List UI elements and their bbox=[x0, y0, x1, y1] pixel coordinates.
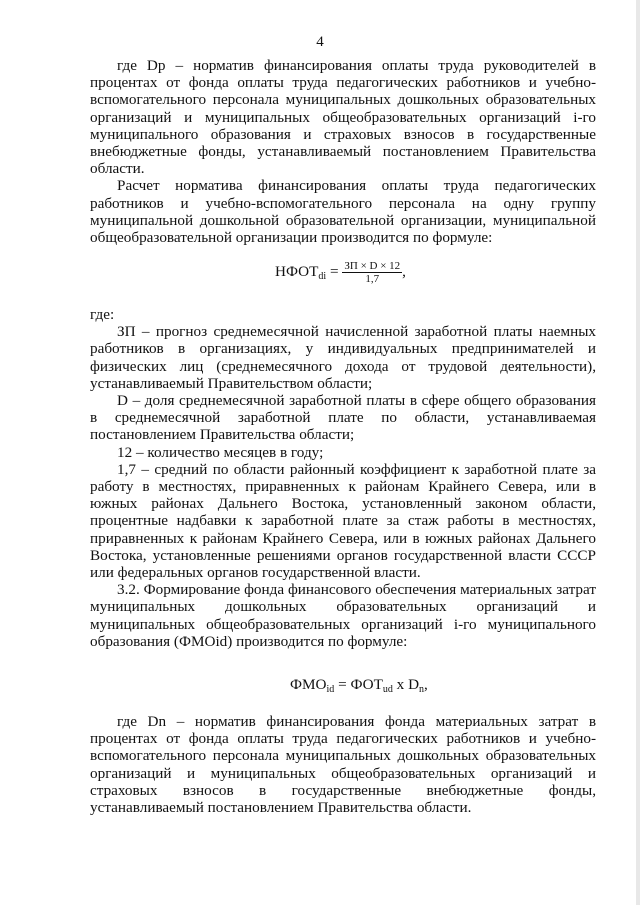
paragraph-3-2: 3.2. Формирование фонда финансового обеспечения материальных затрат муниципальных дошкольных образовательных организаций и муниципальных общеобразовательных организаций i-го муниципального образования (ФМОid) производится по формуле: bbox=[90, 581, 596, 650]
scan-edge bbox=[636, 0, 640, 905]
formula-fmo-rhs: D bbox=[408, 676, 420, 693]
definition-d: D – доля среднемесячной заработной платы в сфере общего образования в среднемесячной заработной плате по области, устанавливаемая постановлением Правительства области; bbox=[90, 392, 596, 444]
formula-fmo-mid-sub: ud bbox=[382, 684, 393, 695]
definition-1-7: 1,7 – средний по области районный коэффициент к заработной плате за работу в местностях, приравненных к районам Крайнего Севера, или в южных районах Дальнего Востока, установленный законом области, процентные надбавки к заработной плате за стаж работы в местностях, приравненных к районам Крайнего Севера, или в южных районах Дальнего Востока, установленные решениями органов государственной власти СССР или федеральных органов государственной власти. bbox=[90, 460, 596, 582]
formula-nfot bbox=[275, 260, 406, 285]
text-block-3 bbox=[90, 713, 596, 816]
formula-fmo-eq: = bbox=[334, 676, 351, 693]
formula-fmo-rhs-sub: n bbox=[419, 684, 425, 695]
page-number: 4 bbox=[316, 34, 324, 50]
formula-fmo-times: x bbox=[392, 676, 409, 693]
formula-nfot-eq: = bbox=[329, 262, 339, 280]
formula-fmo bbox=[290, 676, 428, 693]
paragraph-calculation-intro: Расчет норматива финансирования оплаты труда педагогических работников и учебно-вспомогательного персонала на одну группу муниципальной дошкольной образовательной организации, муниципальной общеобразовательной организации производится по формуле: bbox=[90, 177, 596, 247]
text-block-2 bbox=[90, 306, 596, 650]
formula-nfot-denominator: 1,7 bbox=[365, 273, 380, 285]
formula-fmo-lhs: ФМО bbox=[290, 676, 327, 693]
where-label: где: bbox=[90, 306, 115, 323]
formula-nfot-tail: , bbox=[402, 262, 406, 280]
paragraph-dp-definition: где Dр – норматив финансирования оплаты труда руководителей в процентах от фонда оплаты труда педагогических работников и учебно-вспомогательного персонала муниципальных дошкольных образовательных организаций и муниципальных общеобразовательных организаций i-го муниципального образования и страховых взносов в государственные внебюджетные фонды, устанавливаемый постановлением Правительства области. bbox=[90, 57, 596, 178]
formula-nfot-lhs-sub: di bbox=[318, 270, 327, 282]
formula-nfot-lhs: НФОТ bbox=[275, 262, 319, 280]
formula-nfot-numerator: ЗП × D × 12 bbox=[344, 260, 401, 272]
text-block-1 bbox=[90, 57, 596, 246]
formula-fmo-mid: ФОТ bbox=[350, 676, 383, 693]
formula-nfot-fraction bbox=[342, 260, 402, 285]
definition-zp: ЗП – прогноз среднемесячной начисленной заработной платы наемных работников в организациях, у индивидуальных предпринимателей и физических лиц (среднемесячного дохода от трудовой деятельности), устанавливаемый Правительством области; bbox=[90, 323, 596, 392]
formula-fmo-lhs-sub: id bbox=[326, 684, 335, 695]
definition-12: 12 – количество месяцев в году; bbox=[117, 443, 324, 461]
paragraph-dn-definition: где Dn – норматив финансирования фонда материальных затрат в процентах от фонда оплаты труда педагогических работников и учебно-вспомогательного персонала муниципальных дошкольных образовательных организаций и муниципальных общеобразовательных организаций и страховых взносов в государственные внебюджетные фонды, устанавливаемый постановлением Правительства области. bbox=[90, 713, 596, 817]
formula-fmo-tail: , bbox=[424, 676, 428, 693]
